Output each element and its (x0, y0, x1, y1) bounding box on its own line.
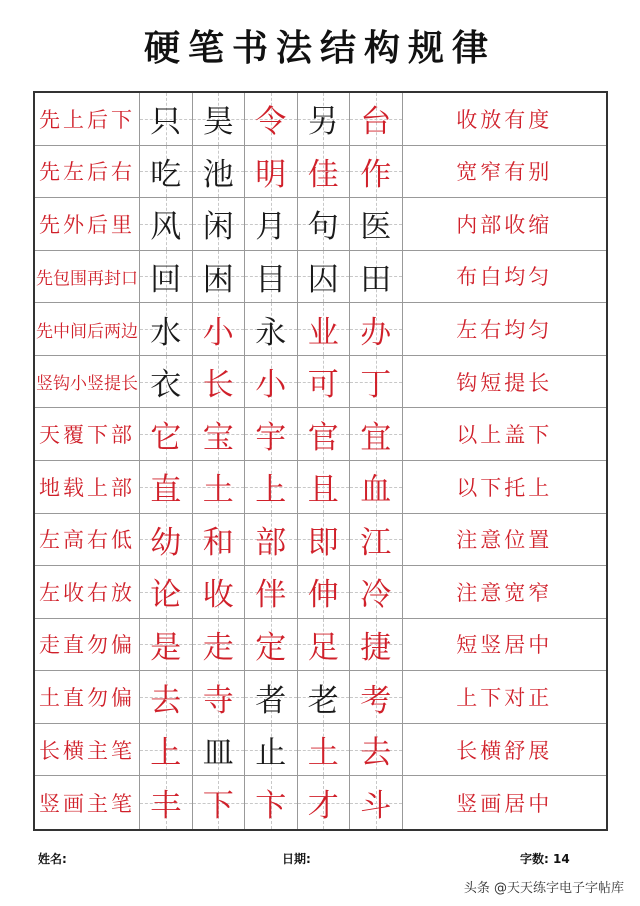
char-cell (298, 461, 351, 514)
char-cell (245, 303, 298, 356)
example-char: 月 (255, 209, 287, 246)
example-char: 才 (307, 788, 339, 825)
tip-label: 长横舒展 (456, 738, 553, 763)
rule-cell (35, 198, 140, 251)
char-cell (193, 251, 246, 304)
example-char: 回 (150, 261, 182, 298)
example-char: 和 (202, 524, 234, 561)
char-cell (298, 619, 351, 672)
example-char: 土 (202, 472, 234, 509)
rule-cell (35, 461, 140, 514)
rule-label: 土直勿偏 (39, 686, 135, 711)
source-watermark: 头条 @天天练字电子字帖库 (460, 877, 628, 896)
example-char: 风 (150, 209, 182, 246)
example-char: 佳 (307, 156, 339, 193)
name-label: 姓名: (38, 852, 67, 866)
footer (0, 850, 640, 870)
example-char: 可 (307, 367, 339, 404)
count-label: 字数: 14 (520, 852, 570, 866)
char-cell (298, 724, 351, 777)
date-label: 日期: (282, 852, 311, 866)
example-char: 上 (255, 472, 287, 509)
example-char: 者 (255, 682, 287, 719)
char-cell (193, 566, 246, 619)
rule-label: 走直勿偏 (39, 633, 135, 658)
char-cell (140, 514, 193, 567)
tip-label: 以上盖下 (456, 423, 553, 448)
rule-label: 先上后下 (39, 107, 135, 132)
example-char: 丰 (150, 788, 182, 825)
rule-cell (35, 146, 140, 199)
rule-cell (35, 356, 140, 409)
example-char: 考 (360, 682, 392, 719)
char-cell (140, 408, 193, 461)
rule-label: 左高右低 (39, 528, 135, 553)
char-cell (140, 461, 193, 514)
char-cell (298, 514, 351, 567)
rule-label: 天覆下部 (39, 423, 135, 448)
char-cell (245, 724, 298, 777)
example-char: 去 (150, 682, 182, 719)
tip-label: 宽窄有别 (456, 160, 553, 185)
rule-cell (35, 514, 140, 567)
char-cell (350, 514, 403, 567)
rule-label: 先左后右 (39, 160, 135, 185)
char-cell (140, 776, 193, 829)
example-char: 长 (202, 367, 234, 404)
char-cell (140, 671, 193, 724)
char-cell (350, 566, 403, 619)
practice-grid (33, 91, 608, 831)
rule-label: 先包围再封口 (36, 268, 138, 289)
rule-cell (35, 251, 140, 304)
char-cell (298, 776, 351, 829)
char-cell (298, 566, 351, 619)
example-char: 令 (255, 104, 287, 141)
example-char: 土 (307, 735, 339, 772)
char-cell (193, 514, 246, 567)
char-cell (298, 356, 351, 409)
tip-cell (403, 514, 607, 567)
char-cell (350, 619, 403, 672)
example-char: 医 (360, 209, 392, 246)
char-cell (298, 408, 351, 461)
example-char: 明 (255, 156, 287, 193)
rule-label: 长横主笔 (39, 738, 135, 763)
char-cell (350, 461, 403, 514)
tip-label: 短竖居中 (456, 633, 553, 658)
example-char: 水 (150, 314, 182, 351)
char-cell (350, 146, 403, 199)
tip-cell (403, 303, 607, 356)
example-char: 衣 (150, 367, 182, 404)
tip-cell (403, 619, 607, 672)
rule-label: 竖钩小竖提长 (36, 374, 138, 395)
example-char: 幼 (150, 524, 182, 561)
char-cell (193, 619, 246, 672)
char-cell (193, 461, 246, 514)
rule-label: 左收右放 (39, 580, 135, 605)
char-cell (350, 724, 403, 777)
example-char: 另 (307, 104, 339, 141)
tip-label: 上下对正 (456, 686, 553, 711)
tip-cell (403, 408, 607, 461)
char-cell (245, 514, 298, 567)
tip-cell (403, 776, 607, 829)
example-char: 闲 (202, 209, 234, 246)
example-char: 田 (360, 261, 392, 298)
tip-cell (403, 93, 607, 146)
example-char: 走 (202, 629, 234, 666)
char-cell (350, 198, 403, 251)
example-char: 池 (202, 156, 234, 193)
example-char: 宝 (202, 419, 234, 456)
char-cell (298, 93, 351, 146)
tip-label: 以下托上 (456, 475, 553, 500)
char-cell (245, 671, 298, 724)
tip-label: 注意位置 (456, 528, 553, 553)
example-char: 昊 (202, 104, 234, 141)
char-cell (350, 408, 403, 461)
example-char: 捷 (360, 629, 392, 666)
char-cell (298, 251, 351, 304)
example-char: 永 (255, 314, 287, 351)
char-cell (298, 146, 351, 199)
rule-label: 先外后里 (39, 212, 135, 237)
tip-label: 钩短提长 (456, 370, 553, 395)
example-char: 冷 (360, 577, 392, 614)
char-cell (245, 776, 298, 829)
example-char: 囚 (307, 261, 339, 298)
char-cell (193, 146, 246, 199)
example-char: 目 (255, 261, 287, 298)
char-cell (245, 93, 298, 146)
rule-cell (35, 408, 140, 461)
tip-cell (403, 566, 607, 619)
example-char: 伸 (307, 577, 339, 614)
char-cell (298, 198, 351, 251)
char-cell (193, 303, 246, 356)
char-cell (140, 566, 193, 619)
example-char: 只 (150, 104, 182, 141)
tip-cell (403, 198, 607, 251)
example-char: 寺 (202, 682, 234, 719)
example-char: 皿 (202, 735, 234, 772)
char-cell (193, 776, 246, 829)
example-char: 官 (307, 419, 339, 456)
char-cell (140, 251, 193, 304)
example-char: 足 (307, 629, 339, 666)
example-char: 江 (360, 524, 392, 561)
tip-label: 左右均匀 (456, 318, 553, 343)
tip-cell (403, 724, 607, 777)
tip-label: 布白均匀 (456, 265, 553, 290)
char-cell (140, 198, 193, 251)
rule-cell (35, 776, 140, 829)
char-cell (193, 198, 246, 251)
tip-cell (403, 356, 607, 409)
char-cell (140, 356, 193, 409)
tip-label: 内部收缩 (456, 212, 553, 237)
example-char: 句 (307, 209, 339, 246)
example-char: 老 (307, 682, 339, 719)
rule-cell (35, 93, 140, 146)
example-char: 台 (360, 104, 392, 141)
rule-cell (35, 303, 140, 356)
char-cell (245, 146, 298, 199)
char-cell (350, 356, 403, 409)
char-cell (193, 93, 246, 146)
example-char: 宜 (360, 419, 392, 456)
example-char: 定 (255, 629, 287, 666)
char-cell (140, 619, 193, 672)
example-char: 丁 (360, 367, 392, 404)
example-char: 下 (202, 788, 234, 825)
rule-cell (35, 724, 140, 777)
char-cell (298, 303, 351, 356)
char-cell (193, 724, 246, 777)
example-char: 作 (360, 156, 392, 193)
char-cell (350, 303, 403, 356)
char-cell (245, 356, 298, 409)
char-cell (350, 671, 403, 724)
example-char: 直 (150, 472, 182, 509)
example-char: 上 (150, 735, 182, 772)
char-cell (140, 146, 193, 199)
char-cell (193, 671, 246, 724)
example-char: 它 (150, 419, 182, 456)
example-char: 论 (150, 577, 182, 614)
char-cell (350, 776, 403, 829)
rule-label: 先中间后两边 (36, 321, 138, 342)
char-cell (350, 93, 403, 146)
example-char: 小 (255, 367, 287, 404)
tip-cell (403, 671, 607, 724)
tip-cell (403, 251, 607, 304)
example-char: 血 (360, 472, 392, 509)
example-char: 困 (202, 261, 234, 298)
char-cell (245, 198, 298, 251)
char-cell (140, 724, 193, 777)
rule-label: 竖画主笔 (39, 791, 135, 816)
char-cell (245, 408, 298, 461)
char-cell (140, 93, 193, 146)
tip-cell (403, 461, 607, 514)
example-char: 伴 (255, 577, 287, 614)
example-char: 部 (255, 524, 287, 561)
example-char: 去 (360, 735, 392, 772)
rule-label: 地载上部 (39, 475, 135, 500)
rule-cell (35, 566, 140, 619)
tip-label: 收放有度 (456, 107, 553, 132)
char-cell (298, 671, 351, 724)
tip-cell (403, 146, 607, 199)
example-char: 卞 (255, 788, 287, 825)
char-cell (245, 461, 298, 514)
example-char: 宇 (255, 419, 287, 456)
example-char: 小 (202, 314, 234, 351)
example-char: 业 (307, 314, 339, 351)
rule-cell (35, 671, 140, 724)
example-char: 办 (360, 314, 392, 351)
char-cell (350, 251, 403, 304)
example-char: 是 (150, 629, 182, 666)
example-char: 收 (202, 577, 234, 614)
tip-label: 竖画居中 (456, 791, 553, 816)
char-cell (193, 356, 246, 409)
char-cell (245, 251, 298, 304)
char-cell (193, 408, 246, 461)
example-char: 即 (307, 524, 339, 561)
char-cell (245, 566, 298, 619)
char-cell (245, 619, 298, 672)
char-cell (140, 303, 193, 356)
rule-cell (35, 619, 140, 672)
page-title: 硬笔书法结构规律 (143, 27, 496, 69)
example-char: 止 (255, 735, 287, 772)
example-char: 且 (307, 472, 339, 509)
example-char: 吃 (150, 156, 182, 193)
example-char: 斗 (360, 788, 392, 825)
tip-label: 注意宽窄 (456, 580, 553, 605)
